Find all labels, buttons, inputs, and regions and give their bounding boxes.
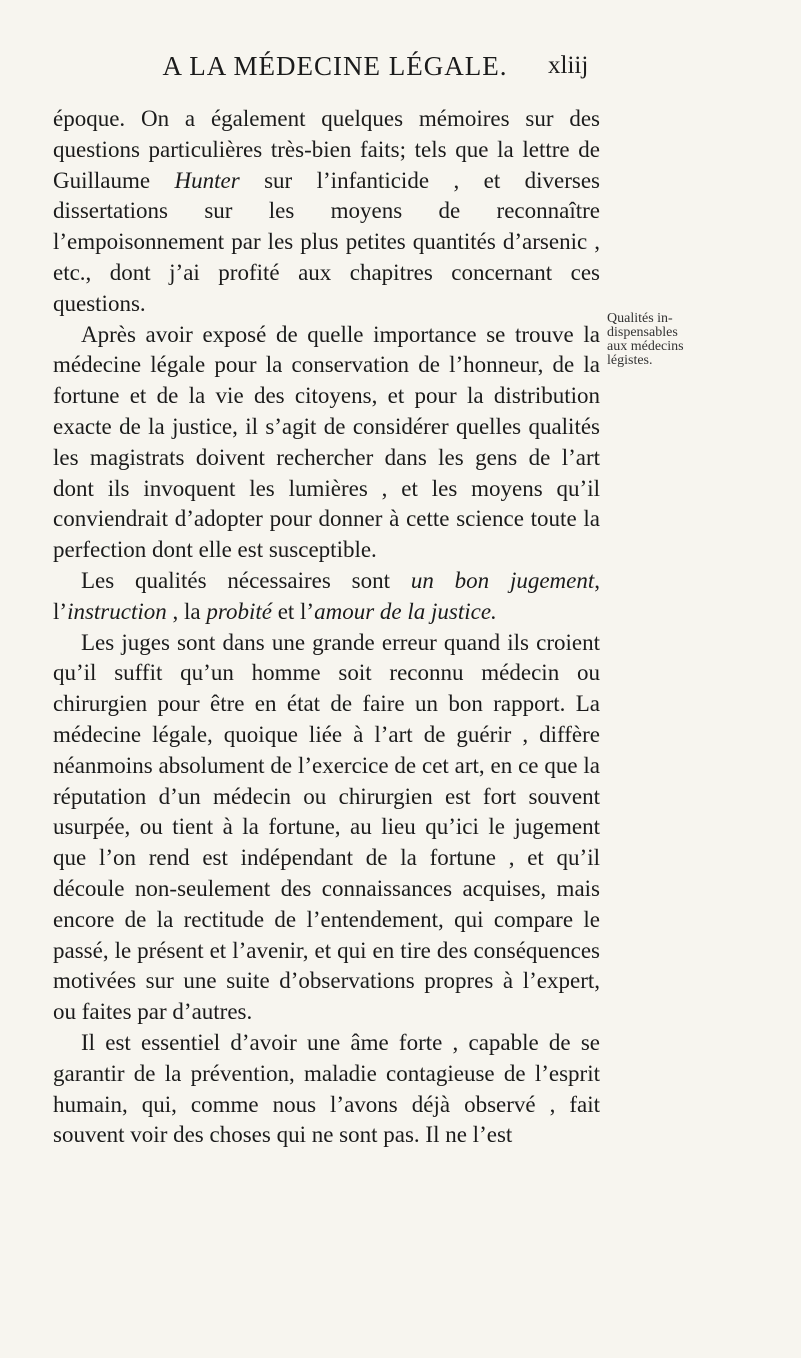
margin-note-line-3: aux médecins bbox=[607, 339, 684, 354]
p3-sep-2: , la bbox=[166, 598, 207, 624]
p3-start: Les qualités nécessaires sont bbox=[81, 567, 411, 593]
p3-italic-3: probité bbox=[206, 598, 272, 624]
page-number: xliij bbox=[548, 52, 589, 79]
margin-note-line-2: dispensables bbox=[607, 325, 678, 340]
margin-note bbox=[607, 312, 697, 368]
paragraph-1 bbox=[53, 104, 600, 320]
p3-sep-3: et l’ bbox=[271, 598, 315, 624]
paragraph-4: Les juges sont dans une grande erreur quand ils croient qu’il suffit qu’un homme soit reconnu médecin ou chirurgien pour être en état de faire un bon rapport. La médecine légale, quoique liée à l’art de guérir , diffère néanmoins absolument de l’exercice de cet art, en ce que la réputation d’un médecin ou chirurgien est fort souvent usurpée, ou tient à la fortune, au lieu qu’ici le jugement que l’on rend est indépendant de la fortune , et qu’il découle non-seulement des connaissances acquises, mais encore de la rectitude de l’entendement, qui compare le passé, le présent et l’avenir, et qui en tire des conséquences motivées sur une suite d’observations propres à l’expert, ou faites par d’autres. bbox=[53, 629, 600, 1025]
paragraph-5: Il est essentiel d’avoir une âme forte , capable de se garantir de la prévention, maladie contagieuse de l’esprit humain, qui, comme nous l’avons déjà observé , fait souvent voir des choses qui ne sont pas. Il ne l’est bbox=[53, 1029, 600, 1148]
p1-text: époque. On a également quelques mémoires sur des questions particulières très-bien faits; tels que la lettre de Guillaume bbox=[53, 106, 600, 193]
margin-note-line-1: Qualités in- bbox=[607, 311, 673, 326]
paragraph-3 bbox=[53, 566, 600, 628]
p3-sep-1: , l’ bbox=[53, 567, 601, 624]
header-title: A LA MÉDECINE LÉGALE. bbox=[162, 51, 508, 81]
paragraph-2: Après avoir exposé de quelle importance se trouve la médecine légale pour la conservation de l’honneur, de la fortune et de la vie des citoyens, et pour la distribution exacte de la justice, il s’agit de considérer quelles qualités les magistrats doivent rechercher dans les gens de l’art dont ils invoquent les lumières , et les moyens qu’il conviendrait d’adopter pour donner à cette science toute la perfection dont elle est susceptible. bbox=[53, 321, 600, 563]
p3-italic-1: un bon jugement bbox=[410, 567, 595, 593]
p3-italic-4: amour de la justice. bbox=[314, 598, 497, 624]
p1-end: sur l’infanticide , et diverses dissertations sur les moyens de reconnaître l’empoisonnement par les plus petites quantités d’arsenic , etc., dont j’ai profité aux chapitres concernant ces questions. bbox=[53, 167, 600, 316]
body-text bbox=[53, 104, 600, 1151]
margin-note-line-4: légistes. bbox=[607, 353, 653, 368]
p3-italic-2: instruction bbox=[67, 598, 167, 624]
running-header bbox=[0, 50, 801, 94]
p1-italic: Hunter bbox=[174, 167, 240, 193]
